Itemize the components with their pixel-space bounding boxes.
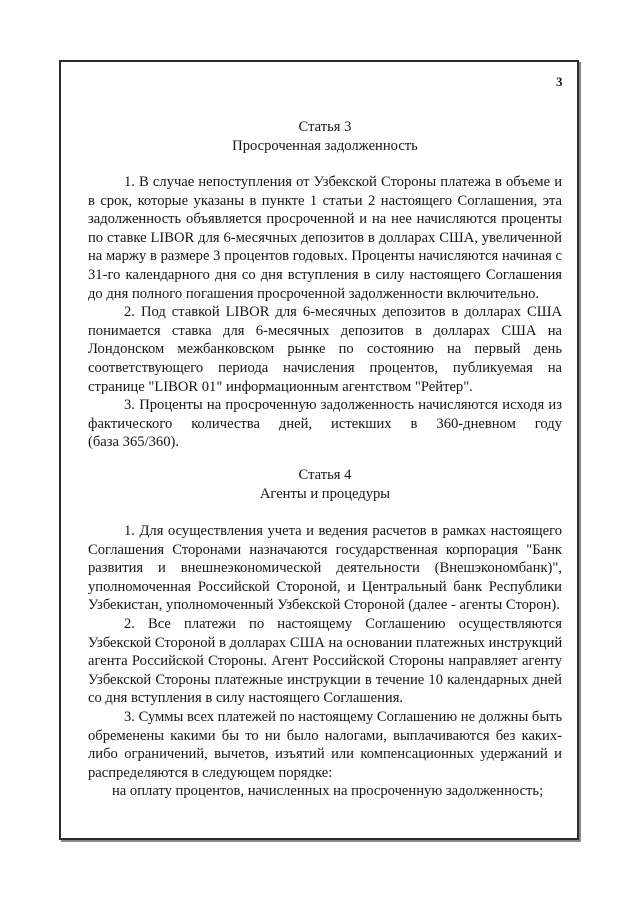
paragraph-line: 1. В случае непоступления от Узбекской Стороны платежа в объеме и bbox=[124, 174, 562, 190]
paragraph-line: Соглашения Сторонами назначаются государственная корпорация "Банк bbox=[88, 541, 562, 558]
article-3-title: Статья 3 bbox=[298, 119, 352, 135]
paragraph-line: уполномоченная Российской Стороной, и Центральный банк Республики bbox=[88, 578, 562, 595]
article-3-paragraph-1 bbox=[88, 173, 562, 303]
paragraph-line: Узбекской Стороной в долларах США на основании платежных инструкций bbox=[88, 634, 563, 651]
article-3-heading bbox=[88, 118, 562, 155]
paragraph-line: странице "LIBOR 01" информационным агентством "Рейтер". bbox=[88, 378, 473, 395]
paragraph-line: 2. Все платежи по настоящему Соглашению осуществляются bbox=[124, 615, 562, 632]
article-4-paragraph-3 bbox=[88, 708, 562, 782]
paragraph-line: 3. Суммы всех платежей по настоящему Соглашению не должны быть bbox=[124, 708, 563, 725]
paragraph-line: до дня полного погашения просроченной задолженности включительно. bbox=[88, 285, 540, 302]
article-3-subtitle: Просроченная задолженность bbox=[232, 137, 418, 154]
paragraph-line: на маржу в размере 3 процентов годовых. Проценты начисляются начиная с bbox=[88, 248, 562, 265]
paragraph-line: в срок, которые указаны в пункте 1 статьи 2 настоящего Соглашения, эта bbox=[88, 192, 562, 209]
paragraph-line: либо ограничений, вычетов, изъятий или компенсационных удержаний и bbox=[88, 746, 562, 763]
page-number: 3 bbox=[556, 74, 563, 89]
paragraph-line: 1. Для осуществления учета и ведения расчетов в рамках настоящего bbox=[124, 523, 562, 539]
paragraph-line: соответствующего периода начисления процентов, публикуемая на bbox=[88, 359, 562, 376]
paragraph-line: обременены какими бы то ни было налогами, выплачиваются без каких- bbox=[88, 727, 562, 744]
paragraph-line: Узбекской Стороны платежные инструкции в течение 10 календарных дней bbox=[88, 671, 562, 688]
article-3-paragraph-2 bbox=[88, 303, 562, 396]
paragraph-line: развития и внешнеэкономической деятельности (Внешэкономбанк)", bbox=[88, 560, 562, 577]
paragraph-line: понимается ставка для 6-месячных депозитов в долларах США на bbox=[88, 322, 562, 339]
article-4-paragraph-2 bbox=[88, 615, 562, 708]
paragraph-line: распределяются в следующем порядке: bbox=[88, 764, 333, 781]
paragraph-line: 2. Под ставкой LIBOR для 6-месячных депозитов в долларах США bbox=[124, 304, 562, 321]
article-4-paragraph-1 bbox=[88, 522, 562, 615]
paragraph-line: 31-го календарного дня со дня вступления в силу настоящего Соглашения bbox=[88, 266, 562, 283]
article-4-paragraph-4: на оплату процентов, начисленных на просроченную задолженность; bbox=[112, 783, 544, 800]
article-4-subtitle: Агенты и процедуры bbox=[259, 485, 391, 502]
article-4-heading bbox=[88, 466, 562, 503]
paragraph-line: по ставке LIBOR для 6-месячных депозитов в долларах США, увеличенной bbox=[88, 229, 562, 246]
paragraph-line: агента Российской Стороны. Агент Российской Стороны направляет агенту bbox=[88, 653, 562, 670]
article-3-body bbox=[88, 173, 562, 452]
paragraph-line: фактического количества дней, истекших в 360-дневном году bbox=[88, 415, 562, 432]
paragraph-line: со дня вступления в силу настоящего Соглашения. bbox=[88, 690, 404, 707]
paragraph-line: задолженность объявляется просроченной и на нее начисляются проценты bbox=[88, 211, 562, 228]
paragraph-line: Лондонском межбанковском рынке по состоянию на первый день bbox=[88, 341, 562, 358]
paragraph-line: Узбекистан, уполномоченный Узбекской Стороной (далее - агенты Сторон). bbox=[88, 597, 560, 614]
article-4-body bbox=[88, 522, 562, 801]
article-3-paragraph-3 bbox=[88, 396, 562, 452]
article-4-title: Статья 4 bbox=[298, 467, 352, 483]
paragraph-line: (база 365/360). bbox=[88, 434, 179, 451]
paragraph-line: 3. Проценты на просроченную задолженность начисляются исходя из bbox=[124, 397, 562, 414]
